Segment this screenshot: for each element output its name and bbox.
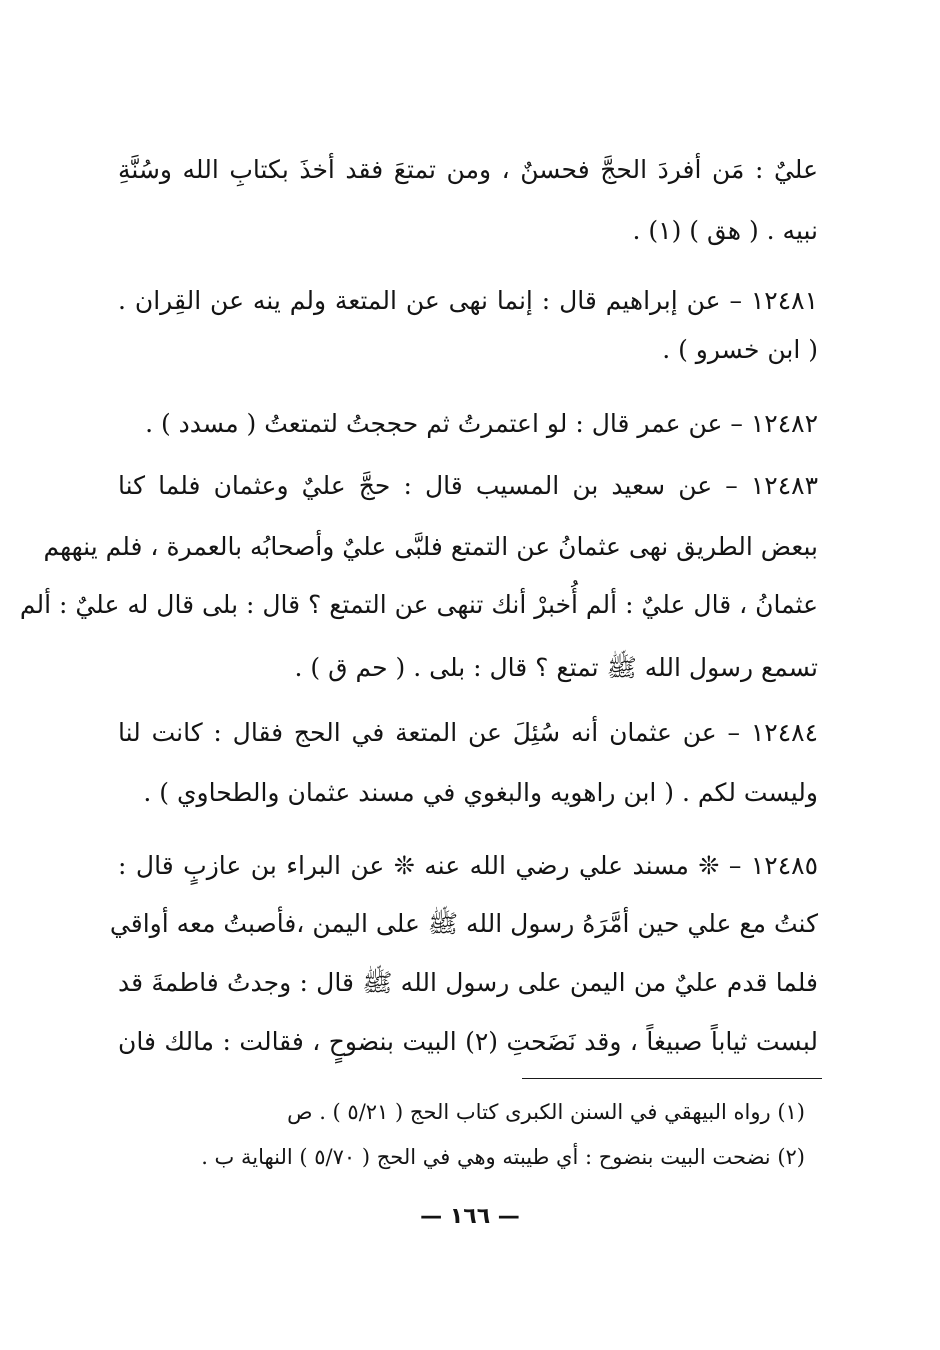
footnote-1: (١) رواه البيهقي في السنن الكبرى كتاب الحج ( ٥/٢١ ) . ص: [287, 1100, 805, 1124]
text-line-1: عليٌ : مَن أفردَ الحجَّ فحسنٌ ، ومن تمتعَ فقد أخذَ بكتابِ الله وسُنَّةِ: [118, 155, 818, 184]
page-number: — ١٦٦ —: [420, 1204, 520, 1229]
hadith-12481: ١٢٤٨١ – عن إبراهيم قال : إنما نهى عن المتعة ولم ينه عن القِران .: [118, 286, 818, 315]
hadith-12485-line-4: لبست ثياباً صبيغاً ، وقد نَضَحتِ (٢) البيت بنضوحٍ ، فقالت : مالك فان: [118, 1027, 818, 1056]
hadith-12485-line-2: كنتُ مع علي حين أمَّرَهُ رسول الله ﷺ على اليمن ،فأصبتُ معه أواقي: [109, 909, 818, 938]
hadith-12482: ١٢٤٨٢ – عن عمر قال : لو اعتمرتُ ثم حججتُ لتمتعتُ ( مسدد ) .: [145, 409, 818, 438]
hadith-12484: ١٢٤٨٤ – عن عثمان أنه سُئِلَ عن المتعة في الحج فقال : كانت لنا: [118, 718, 818, 747]
hadith-12485: ١٢٤٨٥ – ❊ مسند علي رضي الله عنه ❊ عن البراء بن عازبٍ قال :: [118, 851, 818, 880]
hadith-12485-line-3: فلما قدم عليٌ من اليمن على رسول الله ﷺ قال : وجدتُ فاطمةَ قد: [118, 968, 818, 997]
hadith-12483-line-3: عثمانُ ، قال عليٌ : ألم أُخبرْ أنك تنهى عن التمتع ؟ قال : بلى قال له عليٌ : ألم: [19, 590, 818, 619]
hadith-12483-line-2: ببعض الطريق نهى عثمانُ عن التمتع فلبَّى عليٌ وأصحابُه بالعمرة ، فلم ينههم: [43, 532, 818, 561]
footnote-separator: [522, 1078, 822, 1079]
hadith-12483-line-4: تسمع رسول الله ﷺ تمتع ؟ قال : بلى . ( حم ق ) .: [294, 653, 818, 682]
hadith-12483: ١٢٤٨٣ – عن سعيد بن المسيب قال : حجَّ عليٌ وعثمان فلما كنا: [118, 471, 818, 500]
footnote-2: (٢) نضحت البيت بنضوح : أي طيبته وهي في الحج ( ٥/٧٠ ) النهاية ب .: [201, 1145, 805, 1169]
text-line-2: نبيه . ( هق ) (١) .: [632, 216, 818, 245]
hadith-12481-source: ( ابن خسرو ) .: [662, 335, 818, 364]
hadith-12484-line-2: وليست لكم . ( ابن راهويه والبغوي في مسند عثمان والطحاوي ) .: [143, 778, 818, 807]
